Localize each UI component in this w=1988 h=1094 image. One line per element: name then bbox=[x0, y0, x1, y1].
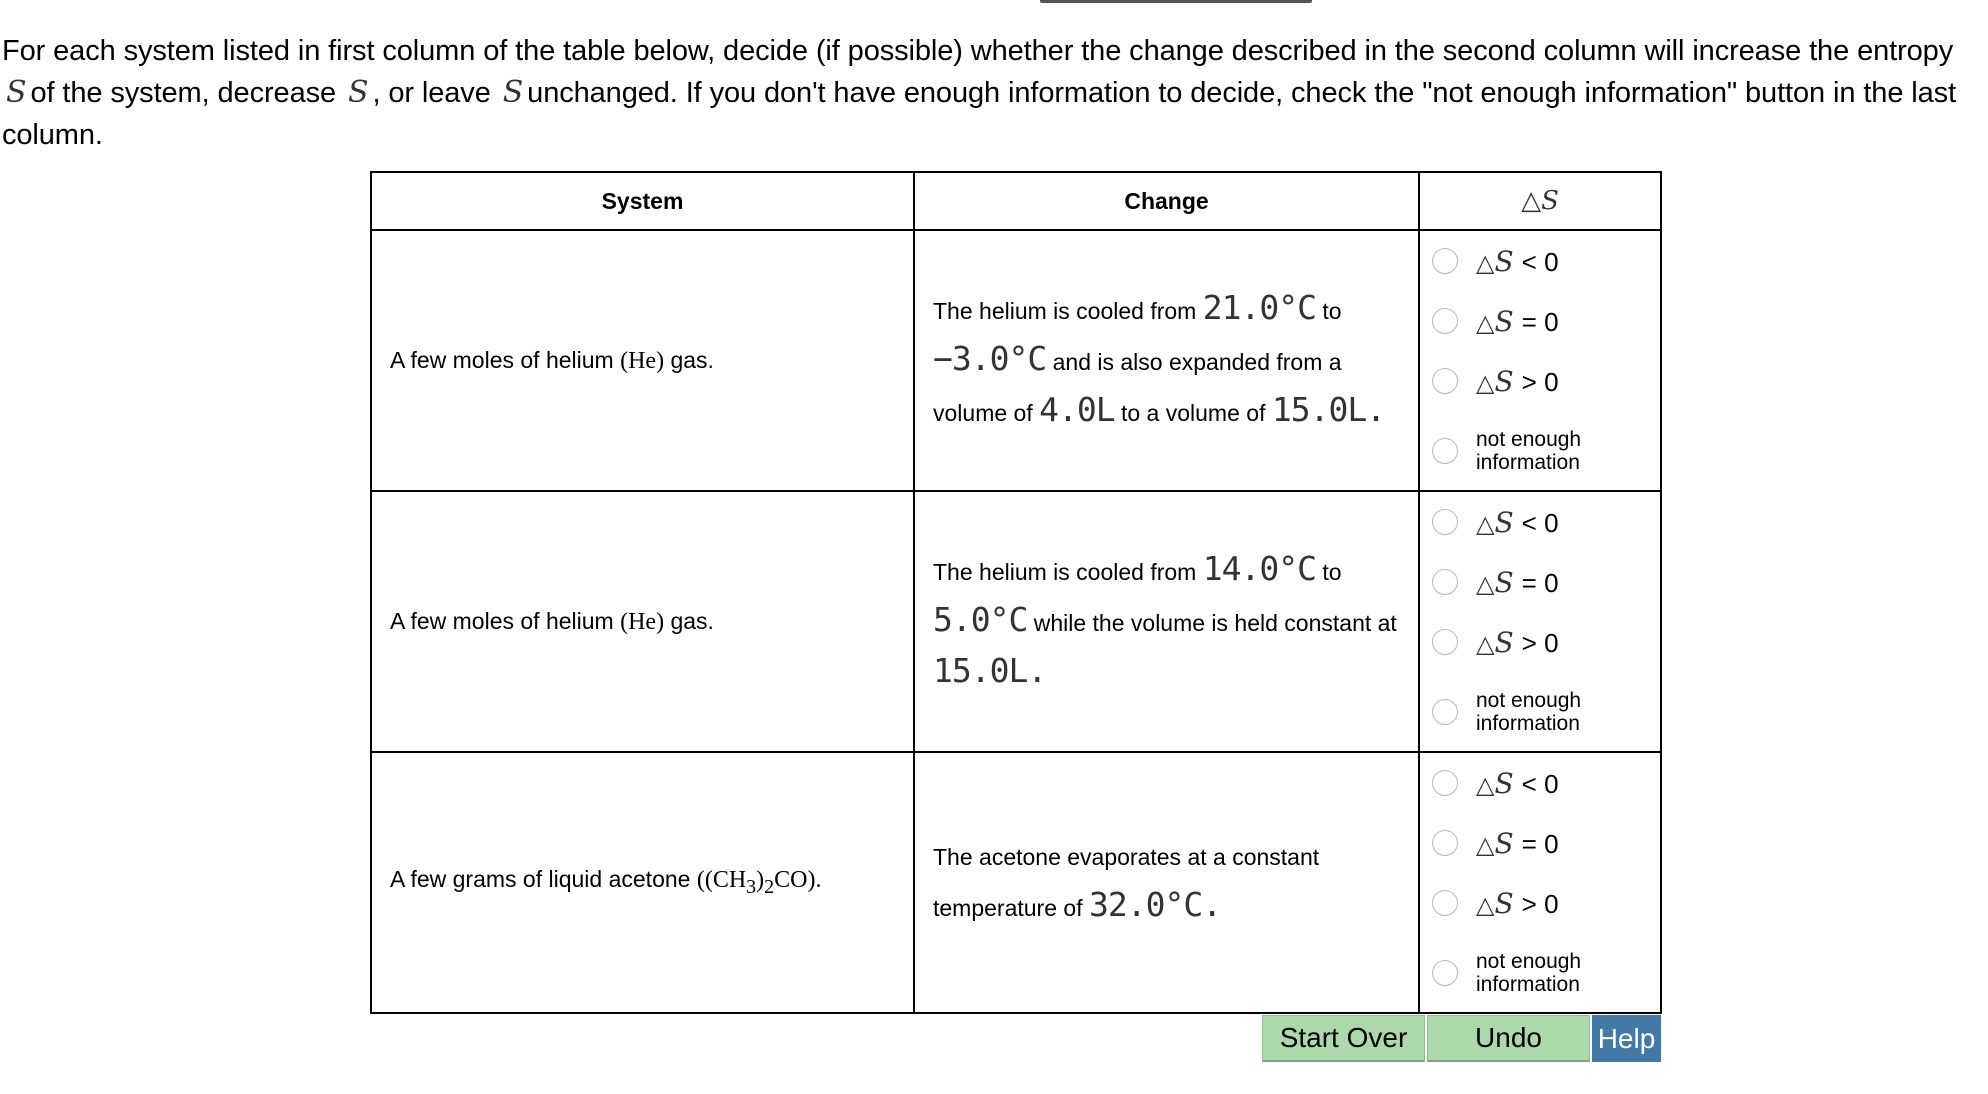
delta-icon: △ bbox=[1476, 308, 1495, 337]
system-text: A few moles of helium bbox=[390, 346, 614, 373]
delta-s-options bbox=[1419, 230, 1661, 491]
value-volume: 15.0L. bbox=[933, 651, 1047, 690]
relation-text: < 0 bbox=[1521, 507, 1559, 538]
value-final-volume: 15.0L. bbox=[1271, 390, 1386, 429]
header-system: System bbox=[371, 172, 914, 230]
option-label bbox=[1476, 506, 1559, 539]
radio-button[interactable] bbox=[1432, 699, 1458, 725]
value-final-temp: 5.0°C bbox=[933, 600, 1028, 639]
option-zero[interactable] bbox=[1420, 813, 1660, 873]
option-label bbox=[1476, 365, 1559, 398]
delta-icon: △ bbox=[1476, 890, 1495, 919]
entropy-symbol: S bbox=[6, 75, 27, 110]
entropy-symbol: S bbox=[1494, 505, 1514, 539]
option-zero[interactable] bbox=[1420, 552, 1660, 612]
delta-icon: △ bbox=[1476, 368, 1495, 397]
system-text: gas. bbox=[670, 346, 714, 373]
option-text: not enough bbox=[1476, 427, 1582, 451]
radio-button[interactable] bbox=[1432, 569, 1458, 595]
radio-button[interactable] bbox=[1432, 890, 1458, 916]
header-delta-s bbox=[1419, 172, 1661, 230]
relation-text: = 0 bbox=[1521, 828, 1559, 859]
toolbar-edge bbox=[1040, 0, 1312, 3]
option-text: information bbox=[1476, 711, 1580, 735]
formula-part: ) bbox=[756, 867, 765, 894]
header-change: Change bbox=[914, 172, 1419, 230]
option-label bbox=[1476, 428, 1581, 474]
instructions-text bbox=[2, 30, 1982, 156]
radio-button[interactable] bbox=[1432, 368, 1458, 394]
value-initial-volume: 4.0L bbox=[1039, 390, 1115, 429]
relation-text: = 0 bbox=[1521, 306, 1559, 337]
option-positive[interactable] bbox=[1420, 351, 1660, 411]
system-cell bbox=[371, 752, 914, 1013]
relation-text: > 0 bbox=[1521, 627, 1559, 658]
change-text: to bbox=[1322, 559, 1342, 585]
delta-s-options bbox=[1419, 752, 1661, 1013]
delta-s-options bbox=[1419, 491, 1661, 752]
formula-part: ((CH bbox=[696, 867, 747, 894]
entropy-table bbox=[370, 171, 1662, 1014]
change-text: The helium is cooled from bbox=[933, 298, 1197, 324]
instructions-part-2: of the system, decrease bbox=[30, 77, 337, 109]
undo-button[interactable]: Undo bbox=[1427, 1015, 1590, 1062]
value-temperature: 32.0°C. bbox=[1088, 885, 1222, 924]
value-initial-temp: 21.0°C bbox=[1202, 288, 1316, 327]
change-text: while the volume is held constant at bbox=[1033, 610, 1397, 636]
entropy-symbol: S bbox=[1494, 565, 1514, 599]
table-row bbox=[371, 752, 1661, 1013]
option-text: information bbox=[1476, 972, 1580, 996]
radio-button[interactable] bbox=[1432, 509, 1458, 535]
chemical-formula: (He) bbox=[620, 608, 665, 635]
option-label bbox=[1476, 245, 1559, 278]
change-text: and is also expanded from a volume of bbox=[933, 349, 1342, 426]
relation-text: = 0 bbox=[1521, 567, 1559, 598]
option-label bbox=[1476, 305, 1559, 338]
instructions-part-4: unchanged. If you don't have enough information to decide, check the "not enough information" button in the last column. bbox=[2, 77, 1957, 151]
entropy-symbol: S bbox=[502, 75, 524, 110]
system-cell bbox=[371, 491, 914, 752]
entropy-symbol: S bbox=[1494, 304, 1514, 338]
formula-part: CO). bbox=[774, 867, 822, 894]
entropy-symbol: S bbox=[1494, 244, 1514, 278]
relation-text: < 0 bbox=[1521, 246, 1559, 277]
change-text: The acetone evaporates at a constant temperature of bbox=[933, 844, 1320, 921]
radio-button[interactable] bbox=[1432, 438, 1458, 464]
entropy-symbol: S bbox=[1494, 364, 1514, 398]
option-not-enough-info[interactable] bbox=[1420, 411, 1660, 490]
action-buttons bbox=[1262, 1015, 1661, 1062]
formula-subscript: 3 bbox=[746, 875, 757, 898]
radio-button[interactable] bbox=[1432, 960, 1458, 986]
option-label bbox=[1476, 566, 1559, 599]
delta-icon: △ bbox=[1476, 248, 1495, 277]
option-positive[interactable] bbox=[1420, 612, 1660, 672]
value-final-temp: −3.0°C bbox=[933, 339, 1047, 378]
radio-button[interactable] bbox=[1432, 248, 1458, 274]
option-negative[interactable] bbox=[1420, 231, 1660, 291]
option-not-enough-info[interactable] bbox=[1420, 672, 1660, 751]
system-cell bbox=[371, 230, 914, 491]
option-text: not enough bbox=[1476, 688, 1582, 712]
value-initial-temp: 14.0°C bbox=[1202, 549, 1316, 588]
entropy-symbol: S bbox=[348, 75, 369, 110]
table-row bbox=[371, 230, 1661, 491]
help-button[interactable]: Help bbox=[1592, 1015, 1661, 1062]
radio-button[interactable] bbox=[1432, 308, 1458, 334]
option-text: information bbox=[1476, 450, 1580, 474]
option-positive[interactable] bbox=[1420, 873, 1660, 933]
option-label bbox=[1476, 887, 1559, 920]
delta-icon: △ bbox=[1476, 770, 1495, 799]
option-label bbox=[1476, 767, 1559, 800]
radio-button[interactable] bbox=[1432, 770, 1458, 796]
formula-subscript: 2 bbox=[764, 875, 775, 898]
table-header-row bbox=[371, 172, 1661, 230]
table-row bbox=[371, 491, 1661, 752]
change-text: The helium is cooled from bbox=[933, 559, 1197, 585]
system-text: gas. bbox=[670, 607, 714, 634]
change-text: to a volume of bbox=[1120, 400, 1266, 426]
option-negative[interactable] bbox=[1420, 492, 1660, 552]
delta-icon: △ bbox=[1521, 186, 1542, 216]
delta-icon: △ bbox=[1476, 830, 1495, 859]
entropy-symbol: S bbox=[1494, 826, 1514, 860]
entropy-symbol: S bbox=[1494, 886, 1514, 920]
chemical-formula: (He) bbox=[620, 347, 665, 374]
entropy-symbol: S bbox=[1541, 186, 1559, 216]
chemical-formula bbox=[696, 867, 822, 898]
system-text: A few moles of helium bbox=[390, 607, 614, 634]
relation-text: > 0 bbox=[1521, 366, 1559, 397]
system-text: A few grams of liquid acetone bbox=[390, 866, 691, 893]
change-cell bbox=[914, 230, 1419, 491]
option-label bbox=[1476, 950, 1581, 996]
entropy-symbol: S bbox=[1494, 625, 1514, 659]
change-cell bbox=[914, 491, 1419, 752]
instructions-part-3: , or leave bbox=[372, 77, 491, 109]
relation-text: < 0 bbox=[1521, 768, 1559, 799]
radio-button[interactable] bbox=[1432, 629, 1458, 655]
option-label bbox=[1476, 626, 1559, 659]
instructions-part-1: For each system listed in first column of the table below, decide (if possible) whether the change described in the second column will increase the entropy bbox=[2, 35, 1954, 67]
delta-icon: △ bbox=[1476, 569, 1495, 598]
option-not-enough-info[interactable] bbox=[1420, 933, 1660, 1012]
change-cell bbox=[914, 752, 1419, 1013]
delta-icon: △ bbox=[1476, 629, 1495, 658]
option-negative[interactable] bbox=[1420, 753, 1660, 813]
radio-button[interactable] bbox=[1432, 830, 1458, 856]
option-label bbox=[1476, 827, 1559, 860]
change-text: to bbox=[1322, 298, 1342, 324]
delta-icon: △ bbox=[1476, 509, 1495, 538]
option-zero[interactable] bbox=[1420, 291, 1660, 351]
option-text: not enough bbox=[1476, 949, 1582, 973]
entropy-symbol: S bbox=[1494, 766, 1514, 800]
relation-text: > 0 bbox=[1521, 888, 1559, 919]
option-label bbox=[1476, 689, 1581, 735]
start-over-button[interactable]: Start Over bbox=[1262, 1015, 1425, 1062]
